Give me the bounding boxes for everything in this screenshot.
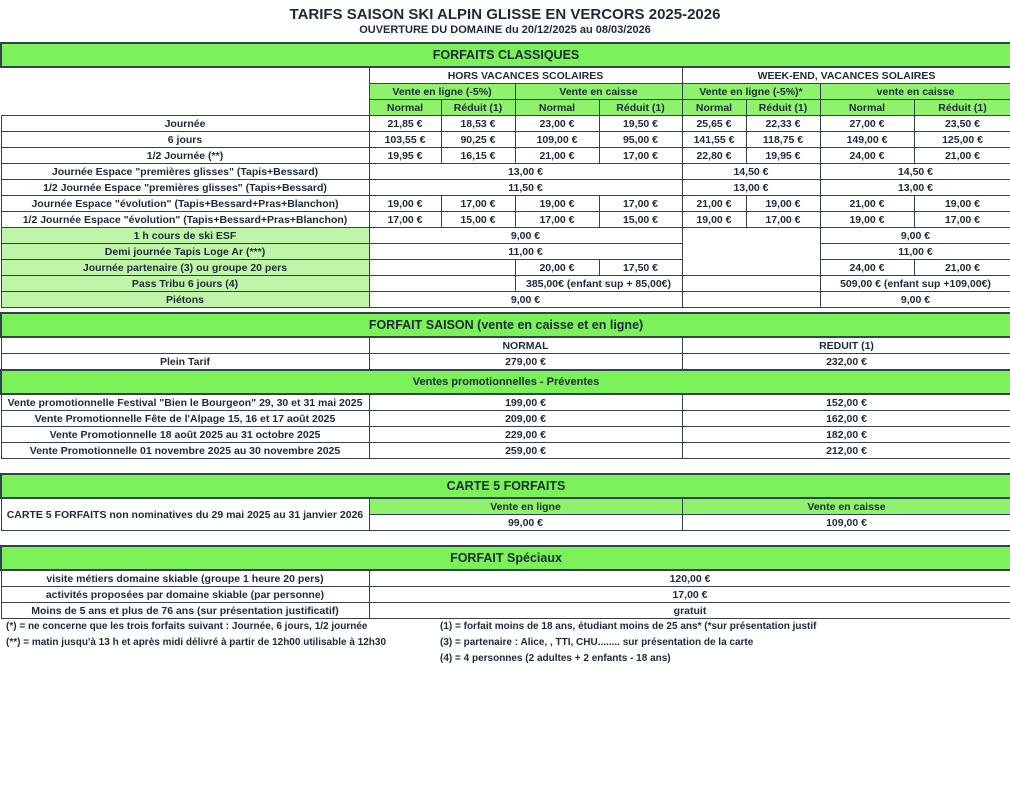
row-label: Journée Espace "premières glisses" (Tapis+Bessard): [1, 164, 369, 180]
price-cell: 17,50 €: [599, 260, 682, 276]
price-cell: 212,00 €: [682, 443, 1010, 459]
price-cell: 99,00 €: [369, 515, 682, 531]
price-cell: 24,00 €: [820, 148, 914, 164]
row-label: 1/2 Journée (**): [1, 148, 369, 164]
price-cell: 11,00 €: [369, 244, 682, 260]
caisse-hv-header: Vente en caisse: [515, 84, 682, 100]
price-cell: 25,65 €: [682, 116, 746, 132]
normal-header: Normal: [515, 100, 599, 116]
table-row: [1, 132, 1010, 148]
speciaux-table: [0, 545, 1010, 619]
normal-header: Normal: [682, 100, 746, 116]
price-cell: 95,00 €: [599, 132, 682, 148]
blank-cell: [369, 276, 515, 292]
price-cell: 232,00 €: [682, 354, 1010, 371]
normal-header: Normal: [820, 100, 914, 116]
price-cell: 125,00 €: [914, 132, 1010, 148]
price-cell: 385,00€ (enfant sup + 85,00€): [515, 276, 682, 292]
blank-cell: [682, 228, 820, 276]
price-cell: 229,00 €: [369, 427, 682, 443]
price-cell: 21,00 €: [914, 260, 1010, 276]
note: (*) = ne concerne que les trois forfaits suivant : Journée, 6 jours, 1/2 journée: [6, 621, 368, 632]
price-cell: 199,00 €: [369, 394, 682, 411]
table-row: [1, 196, 1010, 212]
price-cell: 18,53 €: [441, 116, 515, 132]
price-cell: 14,50 €: [682, 164, 820, 180]
price-cell: 21,85 €: [369, 116, 441, 132]
price-cell: 109,00 €: [515, 132, 599, 148]
note: (**) = matin jusqu'à 13 h et après midi délivré à partir de 12h00 utilisable à 12h30: [6, 637, 387, 648]
price-cell: 19,50 €: [599, 116, 682, 132]
reduit-header: Réduit (1): [914, 100, 1010, 116]
price-cell: 19,00 €: [820, 212, 914, 228]
normal-header: Normal: [369, 100, 441, 116]
price-cell: 13,00 €: [682, 180, 820, 196]
row-label: CARTE 5 FORFAITS non nominatives du 29 mai 2025 au 31 janvier 2026: [1, 498, 369, 531]
row-label: activités proposées par domaine skiable (par personne): [1, 587, 369, 603]
price-cell: 27,00 €: [820, 116, 914, 132]
row-label: Vente promotionnelle Festival "Bien le Bourgeon" 29, 30 et 31 mai 2025: [1, 394, 369, 411]
row-label: Plein Tarif: [1, 354, 369, 371]
row-label: Journée partenaire (3) ou groupe 20 pers: [1, 260, 369, 276]
saison-band: FORFAIT SAISON (vente en caisse et en ligne): [1, 313, 1010, 337]
price-cell: 24,00 €: [820, 260, 914, 276]
table-row: [1, 587, 1010, 603]
normal-header: NORMAL: [369, 337, 682, 354]
blank-cell: [369, 260, 515, 276]
blank-cell: [682, 292, 820, 308]
row-label: Vente Promotionnelle 18 août 2025 au 31 octobre 2025: [1, 427, 369, 443]
price-cell: 120,00 €: [369, 570, 1010, 587]
row-label: 1/2 Journée Espace "premières glisses" (Tapis+Bessard): [1, 180, 369, 196]
blank-cell: [682, 276, 820, 292]
blank-cell: [1, 67, 369, 84]
blank-cell: [1, 337, 369, 354]
price-cell: 19,00 €: [369, 196, 441, 212]
price-cell: 17,00 €: [369, 587, 1010, 603]
table-row: [1, 116, 1010, 132]
price-cell: 9,00 €: [820, 292, 1010, 308]
row-label: Pass Tribu 6 jours (4): [1, 276, 369, 292]
table-row: [1, 148, 1010, 164]
price-cell: 22,80 €: [682, 148, 746, 164]
caisse-header: Vente en caisse: [682, 498, 1010, 515]
table-row: [1, 292, 1010, 308]
price-cell: 23,50 €: [914, 116, 1010, 132]
price-cell: 11,50 €: [369, 180, 682, 196]
price-cell: 21,00 €: [515, 148, 599, 164]
table-row: [1, 260, 1010, 276]
price-cell: 209,00 €: [369, 411, 682, 427]
note: (4) = 4 personnes (2 adultes + 2 enfants - 18 ans): [440, 653, 671, 664]
row-label: Vente Promotionnelle 01 novembre 2025 au 30 novembre 2025: [1, 443, 369, 459]
price-cell: 22,33 €: [746, 116, 820, 132]
caisse-we-header: vente en caisse: [820, 84, 1010, 100]
price-cell: 15,00 €: [599, 212, 682, 228]
classiques-table: [0, 42, 1010, 308]
page-title: TARIFS SAISON SKI ALPIN GLISSE EN VERCORS 2025-2026: [289, 6, 721, 23]
price-cell: 279,00 €: [369, 354, 682, 371]
en-ligne-header: Vente en ligne: [369, 498, 682, 515]
price-cell: 17,00 €: [746, 212, 820, 228]
price-cell: 13,00 €: [820, 180, 1010, 196]
blank-cell: [1, 100, 369, 116]
reduit-header: REDUIT (1): [682, 337, 1010, 354]
price-cell: gratuit: [369, 603, 1010, 619]
price-cell: 17,00 €: [599, 148, 682, 164]
price-cell: 21,00 €: [820, 196, 914, 212]
table-row: [1, 180, 1010, 196]
en-ligne-hv-header: Vente en ligne (-5%): [369, 84, 515, 100]
carte-band: CARTE 5 FORFAITS: [1, 474, 1010, 498]
table-row: [1, 427, 1010, 443]
price-cell: 19,95 €: [369, 148, 441, 164]
price-cell: 182,00 €: [682, 427, 1010, 443]
price-cell: 21,00 €: [682, 196, 746, 212]
price-cell: 19,00 €: [914, 196, 1010, 212]
row-label: Journée Espace "évolution" (Tapis+Bessard+Pras+Blanchon): [1, 196, 369, 212]
price-cell: 19,00 €: [746, 196, 820, 212]
price-cell: 259,00 €: [369, 443, 682, 459]
row-label: Vente Promotionnelle Fête de l'Alpage 15, 16 et 17 août 2025: [1, 411, 369, 427]
table-row: [1, 276, 1010, 292]
price-cell: 90,25 €: [441, 132, 515, 148]
table-row: [1, 411, 1010, 427]
price-cell: 11,00 €: [820, 244, 1010, 260]
price-cell: 17,00 €: [369, 212, 441, 228]
price-cell: 19,95 €: [746, 148, 820, 164]
reduit-header: Réduit (1): [441, 100, 515, 116]
table-row: [1, 443, 1010, 459]
promo-band: Ventes promotionnelles - Préventes: [1, 370, 1010, 394]
note: (3) = partenaire : Alice, , TTI, CHU........ sur présentation de la carte: [440, 637, 754, 648]
price-cell: 9,00 €: [369, 228, 682, 244]
row-label: Demi journée Tapis Loge Ar (***): [1, 244, 369, 260]
price-cell: 118,75 €: [746, 132, 820, 148]
table-row: [1, 164, 1010, 180]
price-cell: 13,00 €: [369, 164, 682, 180]
price-cell: 162,00 €: [682, 411, 1010, 427]
price-cell: 149,00 €: [820, 132, 914, 148]
saison-table: [0, 312, 1010, 459]
price-cell: 103,55 €: [369, 132, 441, 148]
price-cell: 9,00 €: [820, 228, 1010, 244]
hors-vacances-header: HORS VACANCES SCOLAIRES: [369, 67, 682, 84]
price-cell: 21,00 €: [914, 148, 1010, 164]
row-label: visite métiers domaine skiable (groupe 1 heure 20 pers): [1, 570, 369, 587]
footnotes: [0, 619, 1010, 669]
price-cell: 19,00 €: [515, 196, 599, 212]
price-cell: 19,00 €: [682, 212, 746, 228]
price-cell: 15,00 €: [441, 212, 515, 228]
week-end-header: WEEK-END, VACANCES SOLAIRES: [682, 67, 1010, 84]
table-row: [1, 244, 1010, 260]
price-cell: 17,00 €: [515, 212, 599, 228]
table-row: [1, 212, 1010, 228]
price-cell: 17,00 €: [441, 196, 515, 212]
price-cell: 9,00 €: [369, 292, 682, 308]
speciaux-band: FORFAIT Spéciaux: [1, 546, 1010, 570]
reduit-header: Réduit (1): [599, 100, 682, 116]
row-label: 6 jours: [1, 132, 369, 148]
row-label: Moins de 5 ans et plus de 76 ans (sur présentation justificatif): [1, 603, 369, 619]
price-cell: 152,00 €: [682, 394, 1010, 411]
carte-table: [0, 473, 1010, 531]
classiques-band: FORFAITS CLASSIQUES: [1, 43, 1010, 67]
price-cell: 509,00 € (enfant sup +109,00€): [820, 276, 1010, 292]
row-label: Journée: [1, 116, 369, 132]
table-row: [1, 228, 1010, 244]
table-row: [1, 394, 1010, 411]
en-ligne-we-header: Vente en ligne (-5%)*: [682, 84, 820, 100]
price-cell: 17,00 €: [599, 196, 682, 212]
price-cell: 109,00 €: [682, 515, 1010, 531]
table-row: [1, 603, 1010, 619]
row-label: 1/2 Journée Espace "évolution" (Tapis+Bessard+Pras+Blanchon): [1, 212, 369, 228]
price-cell: 14,50 €: [820, 164, 1010, 180]
row-label: 1 h cours de ski ESF: [1, 228, 369, 244]
table-row: [1, 570, 1010, 587]
page-subtitle: OUVERTURE DU DOMAINE du 20/12/2025 au 08/03/2026: [359, 24, 651, 36]
table-row: [1, 354, 1010, 371]
price-cell: 20,00 €: [515, 260, 599, 276]
reduit-header: Réduit (1): [746, 100, 820, 116]
blank-cell: [1, 84, 369, 100]
row-label: Piétons: [1, 292, 369, 308]
price-cell: 23,00 €: [515, 116, 599, 132]
price-cell: 17,00 €: [914, 212, 1010, 228]
price-cell: 16,15 €: [441, 148, 515, 164]
price-cell: 141,55 €: [682, 132, 746, 148]
note: (1) = forfait moins de 18 ans, étudiant moins de 25 ans* (*sur présentation justif: [440, 621, 817, 632]
